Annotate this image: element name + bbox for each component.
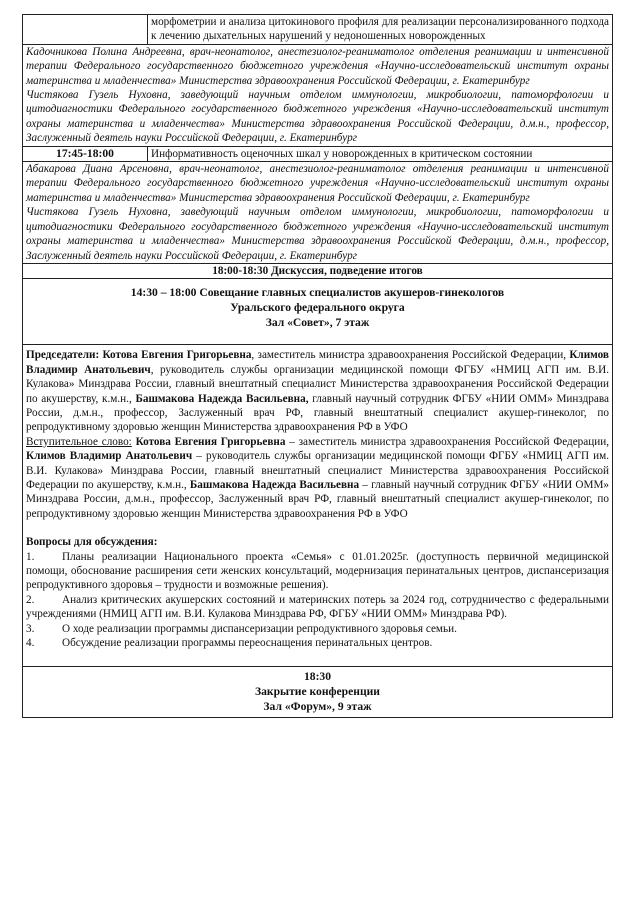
session-body-row	[23, 345, 613, 667]
closing-time: 18:30	[303, 670, 332, 684]
talk-row-2	[23, 146, 613, 161]
session-location: Зал «Совет», 7 этаж	[265, 316, 370, 330]
question-item	[26, 636, 609, 650]
session-body	[23, 345, 613, 667]
question-text: О ходе реализации программы диспансеризации репродуктивного здоровья семьи.	[62, 622, 457, 635]
opening-speaker-name: Климов Владимир Анатольевич	[26, 450, 193, 463]
discussion-text: 18:00-18:30 Дискуссия, подведение итогов	[23, 263, 613, 278]
session-header	[23, 279, 613, 345]
program-table	[22, 14, 613, 718]
chairs-paragraph: Председатели: Котова Евгения Григорьевна, заместитель министра здравоохранения Российской Федерации, Климов Владимир Анатольевич, руководитель службы организации медицинской помощи ФГБУ «НМИЦ АГП им. В.И. Кулакова» Минздрава России, главный внештатный специалист Министерства здравоохранения Российской Федерации по акушерству, к.м.н., Башмакова Надежда Васильевна, главный научный сотрудник ФГБУ «НИИ ОММ» Минздрава России, д.м.н., профессор, Заслуженный врач РФ, главный внештатный специалист акушер-гинеколог, по репродуктивному здоровью женщин Министерства здравоохранения РФ в УФО	[26, 349, 609, 434]
opening-speaker-role: – главный научный сотрудник ФГБУ «НИИ ОММ» Минздрава России, д.м.н., профессор, Заслуженный врач РФ, главный внештатный специалист акушер-гинеколог, по репродуктивному здоровью женщин Министерства здравоохранения РФ в УФО	[26, 478, 609, 520]
chair-name: Котова Евгения Григорьевна	[102, 349, 252, 362]
opening-paragraph	[26, 435, 609, 521]
closing-location: Зал «Форум», 9 этаж	[263, 700, 372, 714]
questions-label: Вопросы для обсуждения:	[26, 536, 158, 549]
speaker-chistyakova: Чистякова Гузель Нуховна, заведующий научным отделом иммунологии, микробиологии, патоморфологии и цитодиагностики Федерального государственного бюджетного учреждения «Научно-исследовательский институт охраны материнства и младенчества» Министерства здравоохранения Российской Федерации, д.м.н., профессор, Заслуженный деятель науки Российской Федерации, г. Екатеринбург	[26, 89, 609, 145]
question-number: 2.	[26, 593, 35, 606]
closing-row	[23, 667, 613, 718]
chairs-label: Председатели	[26, 349, 96, 362]
speakers-cell-2	[23, 162, 613, 264]
closing-title: Закрытие конференции	[254, 685, 380, 699]
question-number: 1.	[26, 550, 35, 563]
question-text: Анализ критических акушерских состояний и материнских потерь за 2024 год, сотрудничество с федеральными учреждениями (НМИЦ АГП им. В.И. Кулакова Минздрава РФ, ФГБУ «НИИ ОММ» Минздрава РФ).	[26, 593, 609, 621]
questions-list	[26, 550, 609, 651]
closing-cell	[23, 667, 613, 718]
opening-speaker-name: Башмакова Надежда Васильевна	[189, 478, 360, 491]
talk-time: 17:45-18:00	[23, 146, 148, 161]
speaker-chistyakova: Чистякова Гузель Нуховна, заведующий научным отделом иммунологии, микробиологии, патоморфологии и цитодиагностики Федерального государственного бюджетного учреждения «Научно-исследовательский институт охраны материнства и младенчества» Министерства здравоохранения Российской Федерации, д.м.н., профессор, Заслуженный деятель науки Российской Федерации, г. Екатеринбург	[26, 206, 609, 262]
session-subtitle: Уральского федерального округа	[230, 301, 405, 315]
speakers-row-2	[23, 162, 613, 264]
speakers-row-1	[23, 44, 613, 146]
session-title: 14:30 – 18:00 Совещание главных специалистов акушеров-гинекологов	[130, 286, 505, 300]
question-number: 4.	[26, 637, 35, 650]
speakers-cell-1	[23, 44, 613, 146]
speaker-kadochnikova: Кадочникова Полина Андреевна, врач-неонатолог, анестезиолог-реаниматолог отделения реанимации и интенсивной терапии Федерального государственного бюджетного учреждения «Научно-исследовательский институт охраны материнства и младенчества» Министерства здравоохранения Российской Федерации, г. Екатеринбург	[26, 45, 609, 87]
question-item	[26, 593, 609, 622]
chair-name: Башмакова Надежда Васильевна,	[135, 392, 309, 405]
question-item	[26, 622, 609, 636]
speaker-abakarova: Абакарова Диана Арсеновна, врач-неонатолог, анестезиолог-реаниматолог отделения реанимации и интенсивной терапии Федерального государственного бюджетного учреждения «Научно-исследовательский институт охраны материнства и младенчества» Министерства здравоохранения Российской Федерации, г. Екатеринбург	[26, 163, 609, 204]
opening-label: Вступительное слово:	[26, 435, 132, 448]
session-header-row	[23, 279, 613, 345]
time-cell-empty	[23, 15, 148, 45]
question-item	[26, 550, 609, 593]
question-text: Планы реализации Национального проекта «Семья» с 01.01.2025г. (доступность первичной медицинской помощи, обоснование расширения сети женских консультаций, модернизация перинатальных центров, диспансеризация репродуктивного здоровья – трудности и возможные решения).	[26, 550, 609, 592]
opening-speaker-role: – заместитель министра здравоохранения Российской Федерации,	[285, 435, 609, 448]
talk-topic-tail: морфометрии и анализа цитокинового профиля для реализации персонализированного подхода к лечению дыхательных нарушений у недоношенных новорожденных	[148, 15, 613, 45]
chair-role: , руководитель службы организации медицинской помощи ФГБУ «НМИЦ АГП им. В.И. Кулакова» Минздрава России, главный внештатный специалист Министерства здравоохранения Российской Федерации по акушерству, к.м.н.,	[26, 363, 609, 405]
chair-role: , заместитель министра здравоохранения Российской Федерации,	[251, 349, 570, 362]
question-text: Обсуждение реализации программы переоснащения перинатальных центров.	[62, 637, 433, 650]
talk-title: Информативность оценочных шкал у новорожденных в критическом состоянии	[148, 146, 613, 161]
talk-row-1-tail	[23, 15, 613, 45]
question-number: 3.	[26, 622, 35, 635]
chair-name: Климов Владимир Анатольевич	[26, 349, 609, 376]
opening-speaker-name: Котова Евгения Григорьевна	[135, 435, 286, 448]
opening-speaker-role: – руководитель службы организации медицинской помощи ФГБУ «НМИЦ АГП им. В.И. Кулакова» Минздрава России, главный внештатный специалист Министерства здравоохранения Российской Федерации по акушерству, к.м.н.,	[26, 450, 609, 491]
discussion-row	[23, 263, 613, 278]
chair-role: главный научный сотрудник ФГБУ «НИИ ОММ» Минздрава России, д.м.н., профессор, Заслуженный врач РФ, главный внештатный специалист акушер-гинеколог, по репродуктивному здоровью женщин Министерства здравоохранения РФ в УФО	[26, 392, 609, 434]
program-document	[22, 14, 613, 718]
